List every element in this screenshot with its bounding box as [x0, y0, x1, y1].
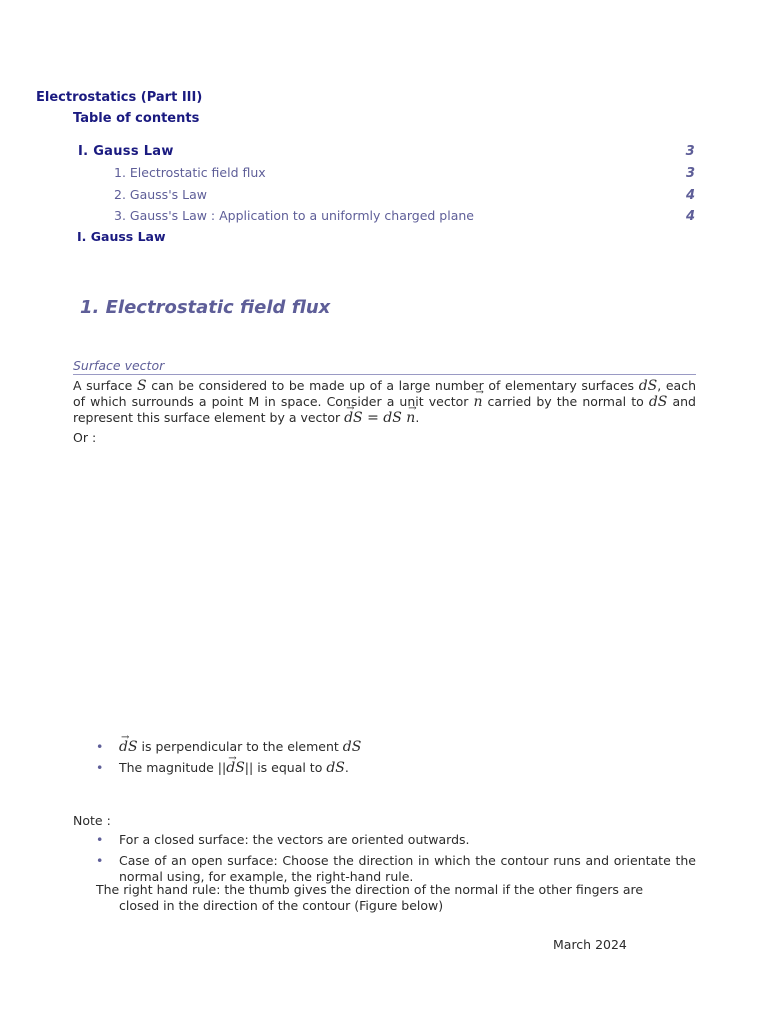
text: .: [344, 760, 349, 775]
math-vector-n: → n: [406, 410, 415, 426]
text: and represent this surface element by a vector: [73, 394, 696, 425]
toc-entry-label: 3. Gauss's Law : Application to a uniformly charged plane: [114, 208, 474, 223]
or-label: Or :: [73, 430, 97, 445]
text: can be considered to be made up of a large number of elementary surfaces: [146, 378, 639, 393]
document-title: Electrostatics (Part III): [36, 90, 203, 105]
text: , each of which surrounds a point M in space. Consider a unit vector: [73, 378, 697, 409]
text: is perpendicular to the element: [137, 739, 343, 754]
section-heading: I. Gauss Law: [77, 229, 166, 244]
math-ds: dS: [648, 394, 668, 410]
toc-page-number: 4: [685, 188, 695, 203]
right-hand-rule-text: [96, 882, 694, 914]
text: The magnitude ||: [119, 760, 227, 775]
math-s: S: [137, 378, 147, 394]
text: || is equal to: [244, 760, 327, 775]
toc-entry-field-flux[interactable]: [114, 165, 695, 181]
text: carried by the normal to: [482, 394, 649, 409]
text: closed in the direction of the contour (Figure below): [119, 898, 444, 913]
surface-vector-paragraph: [73, 378, 696, 426]
math-equals: = dS: [362, 410, 407, 426]
toc-title: Table of contents: [73, 111, 200, 126]
toc-entry-label: 1. Electrostatic field flux: [114, 165, 266, 180]
math-ds: dS: [342, 739, 362, 755]
subsection-title: 1. Electrostatic field flux: [80, 297, 331, 318]
list-item: [96, 739, 696, 755]
toc-page-number: 3: [685, 166, 695, 181]
toc-entry-gauss-law[interactable]: [78, 144, 695, 159]
toc-entry-gauss-application[interactable]: [114, 208, 695, 224]
math-ds: dS: [326, 760, 345, 776]
list-item: [96, 760, 696, 776]
subheading-surface-vector: Surface vector: [73, 358, 696, 375]
list-item: • For a closed surface: the vectors are oriented outwards.: [96, 832, 696, 848]
math-vector-ds: → dS: [119, 739, 138, 755]
footer-date: March 2024: [553, 937, 627, 952]
toc-entry-label: 2. Gauss's Law: [114, 187, 207, 202]
text: A surface: [73, 378, 137, 393]
math-vector-ds: → dS: [226, 760, 245, 776]
toc-page-number: 4: [685, 209, 695, 224]
text: .: [415, 410, 420, 425]
math-vector-n: → n: [473, 394, 482, 410]
note-label: Note :: [73, 813, 111, 828]
toc-page-number: 3: [685, 144, 695, 159]
toc-entry-label: I. Gauss Law: [78, 144, 174, 159]
toc-entry-gauss-law-2[interactable]: [114, 187, 695, 203]
math-ds: dS: [638, 378, 658, 394]
math-vector-ds: → dS: [344, 410, 363, 426]
text: The right hand rule: the thumb gives the direction of the normal if the other fingers are: [96, 882, 644, 897]
vector-properties-list: [96, 739, 696, 781]
list-item: • Case of an open surface: Choose the direction in which the contour runs and orientate the normal using, for example, the right-hand rule.: [96, 853, 696, 885]
